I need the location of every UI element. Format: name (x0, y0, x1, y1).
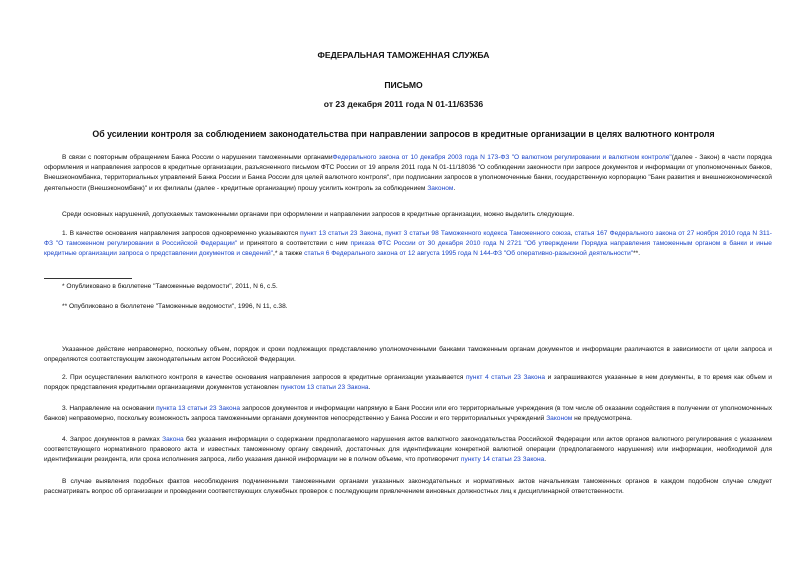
link-order-2721[interactable]: приказа ФТС России от 30 декабря 2010 года N 2721 "Об утверждении Порядка направления таможенным органом в банки и иные кредитные организации запроса о представлении документов и сведений" (44, 240, 772, 258)
link-zakon-b[interactable]: Законом (546, 415, 573, 423)
link-art167-311fz[interactable]: статья 167 Федерального закона от 27 ноября 2010 года N 311-ФЗ "О таможенном регулировании в Российской Федерации" (44, 230, 772, 248)
document-date-number: от 23 декабря 2011 года N 01-11/63536 (323, 99, 484, 109)
document-type: ПИСЬМО (384, 80, 423, 90)
link-p13-art23-c[interactable]: пункта 13 статьи 23 Закона (156, 405, 241, 412)
link-p14-art23[interactable]: пункту 14 статьи 23 Закона (460, 456, 545, 464)
agency-name: ФЕДЕРАЛЬНАЯ ТАМОЖЕННАЯ СЛУЖБА (317, 50, 490, 60)
paragraph-unlawful: Указанное действие неправомерно, поскольку объем, порядок и сроки подлежащих представлению уполномоченными банками таможенным органам документов и информации различаются в зависимости от цели запроса и определяются соответствующим законодательным актом Российской Федерации. (44, 346, 772, 364)
link-p3-art98-tk[interactable]: пункт 3 статьи 98 Таможенного кодекса Таможенного союза (385, 230, 571, 237)
link-zakon[interactable]: Законом (427, 184, 454, 192)
paragraph-item-3: 3. Направление на основании пункта 13 статьи 23 Закона запросов документов и информации напрямую в Банк России или его территориальные учреждения (в том числе об оказании содействия в получении от уполномоченных банков) неправомерно, поскольку возможность запроса таможенными органами документов непосредственно у Банка России и его территориальных учреждений Законом не предусмотрена. (44, 405, 772, 423)
footnote-divider (44, 278, 132, 279)
paragraph-item-4: 4. Запрос документов в рамках Закона без указания информации о содержании предполагаемого нарушения актов валютного законодательства Российской Федерации или актов органов валютного регулирования с указанием соответствующего нормативного правового акта и известных таможенному органу сведений, достаточных для идентификации конкретной валютной операции (предполагаемого нарушения) или информации, необходимой для идентификации резидента, или срока исполнения запроса, либо указания данной информации не в полном объеме, что противоречит пункту 14 статьи 23 Закона. (44, 436, 772, 464)
footnote-1: * Опубликовано в бюллетене "Таможенные ведомости", 2011, N 6, с.5. (62, 283, 278, 290)
paragraph-item-2: 2. При осуществлении валютного контроля в качестве основания направления запросов в кредитные организации указывается пункт 4 статьи 23 Закона и запрашиваются указанные в нем документы, в то время как объем и порядок представления кредитными организациями документов установлен пунктом 13 статьи 23 Закона. (44, 374, 772, 392)
document-title: Об усилении контроля за соблюдением законодательства при направлении запросов в кредитные организации в целях валютного контроля (92, 129, 715, 139)
paragraph-intro: В связи с повторным обращением Банка России о нарушении таможенными органамиФедерального закона от 10 декабря 2003 года N 173-ФЗ "О валютном регулировании и валютном контроле"(далее - Закон) в части порядка оформления и направления запросов в кредитные организации, разъясненного письмом ФТС России от 19 апреля 2011 года N 01-11/18036 "О соблюдении законности при запросе документов и информации от уполномоченных банков, Внешэкономбанка, территориальных управлений Банка России и Банка России для целей валютного контроля", при подписании запросов в уполномоченные банки, государственную корпорацию "Банк развития и внешнеэкономической деятельности (Внешэкономбанк)" и их филиалы (далее - кредитные организации) прошу усилить контроль за соблюдением Законом. (44, 154, 772, 192)
paragraph-conclusion: В случае выявления подобных фактов несоблюдения подчиненными таможенными органами указанных законодательных и нормативных актов начальникам таможенных органов в каждом подобном случае следует рассматривать вопрос об организации и проведении соответствующих служебных проверок с последующим привлечением виновных должностных лиц к дисциплинарной ответственности. (44, 478, 772, 496)
link-zakon-c[interactable]: Закона (162, 436, 184, 443)
paragraph-item-1: 1. В качестве основания направления запросов одновременно указываются пункт 13 статьи 23 Закона, пункт 3 статьи 98 Таможенного кодекса Таможенного союза, статья 167 Федерального закона от 27 ноября 2010 года N 311-ФЗ "О таможенном регулировании в Российской Федерации" и принятого в соответствии с ним приказа ФТС России от 30 декабря 2010 года N 2721 "Об утверждении Порядка направления таможенным органом в банки и иные кредитные организации запроса о представлении документов и сведений",* а также статья 6 Федерального закона от 12 августа 1995 года N 144-ФЗ "Об оперативно-разыскной деятельности"**. (44, 230, 772, 258)
link-p4-art23[interactable]: пункт 4 статьи 23 Закона (465, 374, 546, 381)
footnote-2: ** Опубликовано в бюллетене "Таможенные ведомости", 1996, N 11, с.38. (62, 303, 288, 310)
link-p13-art23-b[interactable]: пунктом 13 статьи 23 Закона (280, 384, 369, 392)
paragraph-violations-intro: Среди основных нарушений, допускаемых таможенными органами при оформлении и направлении запросов в кредитные организации, можно выделить следующие. (62, 211, 575, 218)
link-p13-art23[interactable]: пункт 13 статьи 23 Закона (300, 230, 382, 237)
link-art6-144fz[interactable]: статья 6 Федерального закона от 12 августа 1995 года N 144-ФЗ "Об оперативно-разыскной деятельности" (304, 250, 634, 258)
link-federal-law-173[interactable]: Федерального закона от 10 декабря 2003 года N 173-ФЗ "О валютном регулировании и валютном контроле" (332, 154, 672, 161)
